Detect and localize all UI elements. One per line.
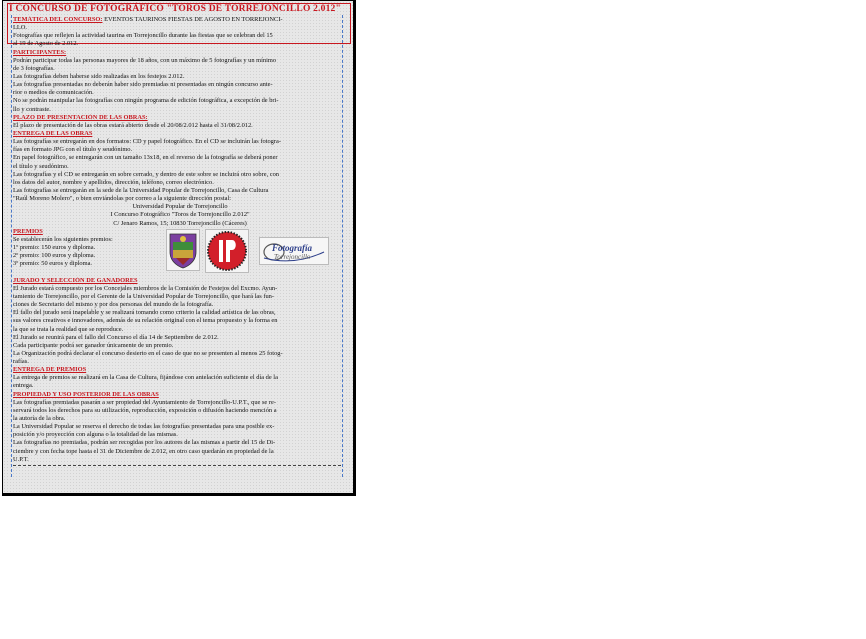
prize-line: 3º premio: 50 euros y diploma. bbox=[13, 260, 93, 268]
theme-value: EVENTOS TAURINOS FIESTAS DE AGOSTO EN TORREJONCI- bbox=[102, 16, 283, 23]
text-line: Cada participante podrá ser ganador únicamente de un premio. bbox=[13, 341, 174, 349]
prizes-list bbox=[13, 228, 173, 269]
section-heading: ENTREGA DE PREMIOS bbox=[13, 366, 87, 374]
text-line: "Raúl Moreno Molero", o bien enviándolas por correo a la siguiente dirección postal: bbox=[13, 195, 231, 203]
logo-subtext: Torrejoncillo bbox=[274, 252, 311, 261]
text-line: El Jurado estará compuesto por los Concejales miembros de la Comisión de Festejos del Excmo. Ayun- bbox=[13, 284, 278, 292]
text-line: al 19 de Agosto de 2.012. bbox=[13, 40, 79, 48]
text-line: Las fotografías se entregarán en la sede de la Universidad Popular de Torrejoncillo, Casa de Cultura bbox=[13, 186, 269, 194]
text-line: de 3 fotografías. bbox=[13, 64, 55, 72]
text-line: Las fotografías no premiadas, podrán ser recogidas por los autores de las mismas a partir del 15 de Di- bbox=[13, 439, 276, 447]
prizes-section bbox=[13, 228, 347, 277]
town-shield-logo bbox=[166, 229, 200, 271]
text-line: Las fotografías se entregarán en dos formatos: CD y papel fotográfico. En el CD se incluirán las fotogra- bbox=[13, 138, 281, 146]
text-line: llo y contraste. bbox=[13, 105, 51, 113]
up-circle-icon bbox=[206, 230, 248, 272]
text-line: servará todos los derechos para su utilización, reproducción, exposición o difusión haciendo mención a bbox=[13, 406, 277, 414]
poster-body bbox=[13, 16, 347, 466]
logo-text: Fotografía bbox=[272, 242, 313, 253]
prize-line: Se establecerán los siguientes premios: bbox=[13, 235, 113, 243]
text-line: El Jurado se reunirá para el fallo del Concurso el día 14 de Septiembre de 2.012. bbox=[13, 333, 219, 341]
poster-title: I CONCURSO DE FOTOGRÁFICO "TOROS DE TORREJONCILLO 2.012" bbox=[9, 4, 341, 14]
text-line: entrega. bbox=[13, 382, 34, 390]
text-line: la autoría de la obra. bbox=[13, 415, 66, 423]
text-line: LLO. bbox=[13, 24, 28, 32]
text-line bbox=[13, 16, 347, 24]
text-line: posición y/o proyección con alguna o la totalidad de las mismas. bbox=[13, 431, 178, 439]
text-line: I Concurso Fotográfico "Toros de Torrejoncillo 2.012" bbox=[110, 211, 250, 219]
text-line: el título y seudónimo. bbox=[13, 162, 69, 170]
text-line: los datos del autor, nombre y apellidos, dirección, teléfono, correo electrónico. bbox=[13, 178, 214, 186]
text-line: ciembre y con fecha tope hasta el 31 de Diciembre de 2.012, en otro caso quedarán en propiedad de la bbox=[13, 447, 274, 455]
shield-icon bbox=[167, 230, 199, 270]
text-line: C/ Jenaro Ramos, 15; 10830 Torrejoncillo (Cáceres) bbox=[113, 219, 247, 227]
universidad-popular-logo bbox=[205, 229, 249, 273]
text-line: ciones de Secretario del mismo y por dos personas del mundo de la fotografía. bbox=[13, 301, 214, 309]
text-line: Podrán participar todas las personas mayores de 18 años, con un máximo de 5 fotografías y un mínimo bbox=[13, 56, 277, 64]
text-line: fías en formato JPG con el título y seudónimo. bbox=[13, 146, 133, 154]
text-line: sus valores creativos e innovadores, además de su relación original con el tema propuesto y la forma en bbox=[13, 317, 278, 325]
text-line: Las fotografías y el CD se entregarán en sobre cerrado, y dentro de este sobre se incluirá otro sobre, con bbox=[13, 170, 279, 178]
section-heading: PARTICIPANTES: bbox=[13, 48, 67, 56]
rules-text-block-1 bbox=[13, 16, 347, 228]
text-line: La Organización podrá declarar el concurso desierto en el caso de que no se presenten al menos 25 fotog- bbox=[13, 349, 283, 357]
text-line: El plazo de presentación de las obras estará abierto desde el 20/08/2.012 hasta el 31/08/2.012. bbox=[13, 121, 253, 129]
prize-line: 2º premio: 100 euros y diploma. bbox=[13, 252, 96, 260]
text-line: Las fotografías deben haberse sido realizadas en los festejos 2.012. bbox=[13, 72, 185, 80]
section-heading: PLAZO DE PRESENTACIÓN DE LAS OBRAS: bbox=[13, 113, 148, 121]
text-line: Universidad Popular de Torrejoncillo bbox=[132, 203, 228, 211]
text-line: No se podrán manipular las fotografías con ningún programa de edición fotográfica, a excepción de bri- bbox=[13, 97, 279, 105]
photography-logo bbox=[259, 237, 329, 265]
text-line: La entrega de premios se realizará en la Casa de Cultura, fijándose con antelación suficiente el día de la bbox=[13, 374, 278, 382]
text-line: rior o medios de comunicación. bbox=[13, 89, 94, 97]
rules-text-block-2 bbox=[13, 277, 347, 464]
text-line: U.P.T. bbox=[13, 455, 29, 463]
text-line: la que se trata la realidad que se reproduce. bbox=[13, 325, 124, 333]
text-line: El fallo del jurado será inapelable y se realizará tomando como criterio la calidad artística de las obras, bbox=[13, 309, 276, 317]
poster-page bbox=[2, 0, 356, 496]
text-line: En papel fotográfico, se entregarán con un tamaño 13x18, en el reverso de la fotografía se deberá poner bbox=[13, 154, 278, 162]
section-heading: ENTREGA DE LAS OBRAS bbox=[13, 129, 93, 137]
section-heading: PREMIOS bbox=[13, 227, 43, 235]
section-heading: PROPIEDAD Y USO POSTERIOR DE LAS OBRAS bbox=[13, 390, 159, 398]
left-margin-guide bbox=[11, 15, 12, 477]
end-rule bbox=[13, 465, 341, 466]
theme-label: TEMÁTICA DEL CONCURSO: bbox=[13, 16, 103, 23]
prize-line: 1º premio: 150 euros y diploma. bbox=[13, 243, 96, 251]
text-line: La Universidad Popular se reserva el derecho de todas las fotografías presentadas para una posible ex- bbox=[13, 423, 275, 431]
text-line: Fotografías que reflejen la actividad taurina en Torrejoncillo durante las fiestas que se celebran del 15 bbox=[13, 32, 273, 40]
section-heading: JURADO Y SELECCIÓN DE GANADORES bbox=[13, 276, 138, 284]
text-line: tamiento de Torrejoncillo, por el Gerente de la Universidad Popular de Torrejoncillo, que hará las fun- bbox=[13, 292, 274, 300]
text-line: Las fotografías presentadas no deberán haber sido premiadas ni presentadas en ningún concurso ante- bbox=[13, 81, 273, 89]
text-line: Las fotografías premiadas pasarán a ser propiedad del Ayuntamiento de Torrejoncillo-U.P.T., que se re- bbox=[13, 398, 276, 406]
text-line: rafías. bbox=[13, 358, 29, 366]
